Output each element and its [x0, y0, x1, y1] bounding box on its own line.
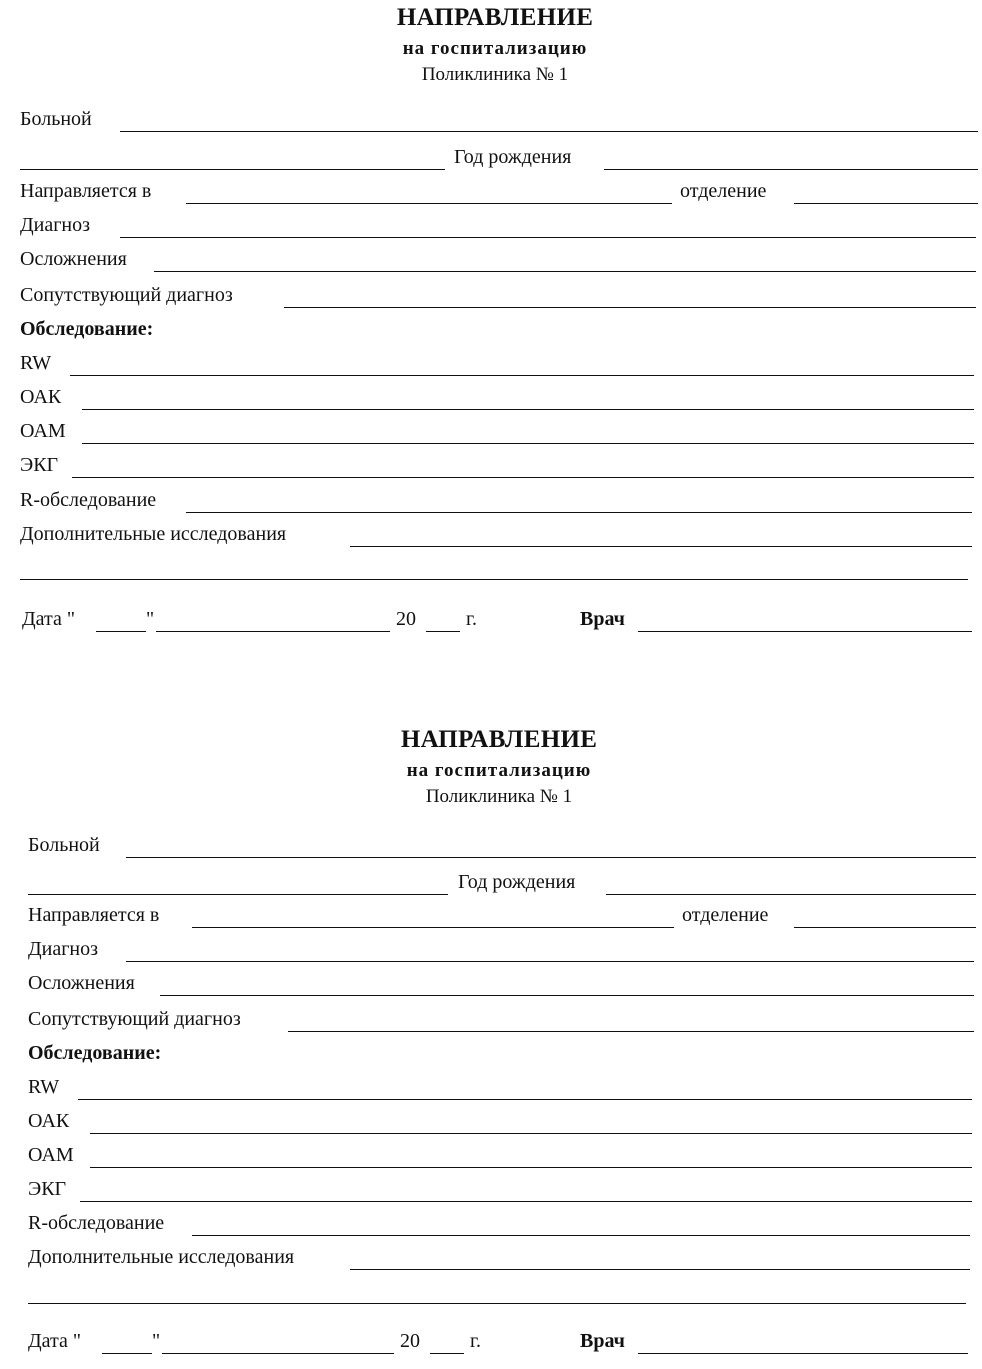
doctor-signature-field[interactable] [638, 1353, 968, 1354]
oak-field[interactable] [90, 1133, 972, 1134]
year-field[interactable] [430, 1353, 464, 1354]
form-subtitle: на госпитализацию [406, 760, 592, 781]
diagnosis-row [20, 214, 976, 238]
oak-label: ОАК [20, 386, 62, 408]
complications-row [20, 248, 976, 272]
rexam-field[interactable] [186, 512, 972, 513]
oak-field[interactable] [82, 409, 974, 410]
rw-label: RW [28, 1076, 60, 1098]
complications-field[interactable] [154, 271, 976, 272]
concomitant-row [28, 1008, 974, 1032]
patient-field[interactable] [126, 857, 976, 858]
examination-label: Обследование: [20, 318, 154, 340]
date-signature-row [28, 1330, 968, 1354]
form-title: НАПРАВЛЕНИЕ [400, 726, 598, 753]
department-field[interactable] [794, 927, 976, 928]
ekg-label: ЭКГ [20, 454, 59, 476]
year-suffix: г. [470, 1330, 481, 1352]
examination-label: Обследование: [28, 1042, 162, 1064]
form-title: НАПРАВЛЕНИЕ [396, 4, 594, 31]
oam-label: ОАМ [20, 420, 66, 442]
concomitant-row [20, 284, 976, 308]
diagnosis-label: Диагноз [20, 214, 91, 236]
ekg-field[interactable] [72, 477, 974, 478]
birth-year-row [20, 146, 978, 170]
oak-row [28, 1110, 972, 1134]
birth-year-field[interactable] [604, 169, 978, 170]
rexam-label: R-обследование [28, 1212, 165, 1234]
referred-to-row [20, 180, 978, 204]
ekg-label: ЭКГ [28, 1178, 67, 1200]
complications-label: Осложнения [20, 248, 127, 270]
year-suffix: г. [466, 608, 477, 630]
patient-label: Больной [28, 834, 100, 856]
diagnosis-label: Диагноз [28, 938, 99, 960]
additional-row-2 [20, 556, 968, 580]
date-label: Дата " [28, 1330, 82, 1352]
additional-field[interactable] [350, 546, 972, 547]
oak-row [20, 386, 974, 410]
rw-row [20, 352, 974, 376]
rexam-row [20, 489, 972, 513]
concomitant-field[interactable] [288, 1031, 974, 1032]
patient-field-continued[interactable] [28, 894, 448, 895]
rexam-label: R-обследование [20, 489, 157, 511]
diagnosis-field[interactable] [120, 237, 976, 238]
rw-field[interactable] [78, 1099, 972, 1100]
birth-year-label: Год рождения [454, 146, 572, 168]
rw-label: RW [20, 352, 52, 374]
rw-row [28, 1076, 972, 1100]
birth-year-row [28, 871, 976, 895]
doctor-signature-field[interactable] [638, 631, 972, 632]
date-signature-row [22, 608, 972, 632]
date-quote-close: " [152, 1330, 161, 1352]
birth-year-field[interactable] [606, 894, 976, 895]
doctor-label: Врач [580, 608, 625, 630]
additional-field-continued[interactable] [28, 1303, 966, 1304]
referred-to-label: Направляется в [28, 904, 160, 926]
year-field[interactable] [426, 631, 460, 632]
patient-field[interactable] [120, 131, 978, 132]
concomitant-field[interactable] [284, 307, 976, 308]
year-prefix: 20 [396, 608, 416, 630]
additional-label: Дополнительные исследования [28, 1246, 295, 1268]
diagnosis-field[interactable] [126, 961, 974, 962]
additional-row [20, 523, 972, 547]
date-month-field[interactable] [162, 1353, 394, 1354]
referred-to-label: Направляется в [20, 180, 152, 202]
oam-label: ОАМ [28, 1144, 74, 1166]
date-day-field[interactable] [96, 631, 146, 632]
clinic-name: Поликлиника № 1 [425, 786, 573, 807]
complications-field[interactable] [160, 995, 974, 996]
complications-label: Осложнения [28, 972, 135, 994]
date-quote-close: " [146, 608, 155, 630]
date-month-field[interactable] [156, 631, 390, 632]
additional-label: Дополнительные исследования [20, 523, 287, 545]
clinic-name: Поликлиника № 1 [421, 64, 569, 85]
examination-header-row [20, 318, 320, 342]
complications-row [28, 972, 974, 996]
ekg-row [28, 1178, 972, 1202]
patient-field-continued[interactable] [20, 169, 445, 170]
patient-row [20, 108, 978, 132]
concomitant-label: Сопутствующий диагноз [28, 1008, 241, 1030]
birth-year-label: Год рождения [458, 871, 576, 893]
additional-field-continued[interactable] [20, 579, 968, 580]
additional-row [28, 1246, 970, 1270]
ekg-field[interactable] [80, 1201, 972, 1202]
date-day-field[interactable] [102, 1353, 152, 1354]
form-subtitle: на госпитализацию [402, 38, 588, 59]
rexam-row [28, 1212, 970, 1236]
rw-field[interactable] [70, 375, 974, 376]
examination-header-row [28, 1042, 328, 1066]
oam-row [28, 1144, 972, 1168]
additional-field[interactable] [350, 1269, 970, 1270]
rexam-field[interactable] [192, 1235, 970, 1236]
oam-field[interactable] [82, 443, 974, 444]
department-label: отделение [682, 904, 769, 926]
patient-label: Больной [20, 108, 92, 130]
oam-row [20, 420, 974, 444]
referred-to-field[interactable] [186, 203, 672, 204]
department-label: отделение [680, 180, 767, 202]
additional-row-2 [28, 1280, 966, 1304]
patient-row [28, 834, 976, 858]
referred-to-row [28, 904, 976, 928]
referred-to-field[interactable] [192, 927, 674, 928]
department-field[interactable] [794, 203, 978, 204]
year-prefix: 20 [400, 1330, 420, 1352]
doctor-label: Врач [580, 1330, 625, 1352]
oam-field[interactable] [90, 1167, 972, 1168]
diagnosis-row [28, 938, 974, 962]
date-label: Дата " [22, 608, 76, 630]
oak-label: ОАК [28, 1110, 70, 1132]
concomitant-label: Сопутствующий диагноз [20, 284, 233, 306]
ekg-row [20, 454, 974, 478]
